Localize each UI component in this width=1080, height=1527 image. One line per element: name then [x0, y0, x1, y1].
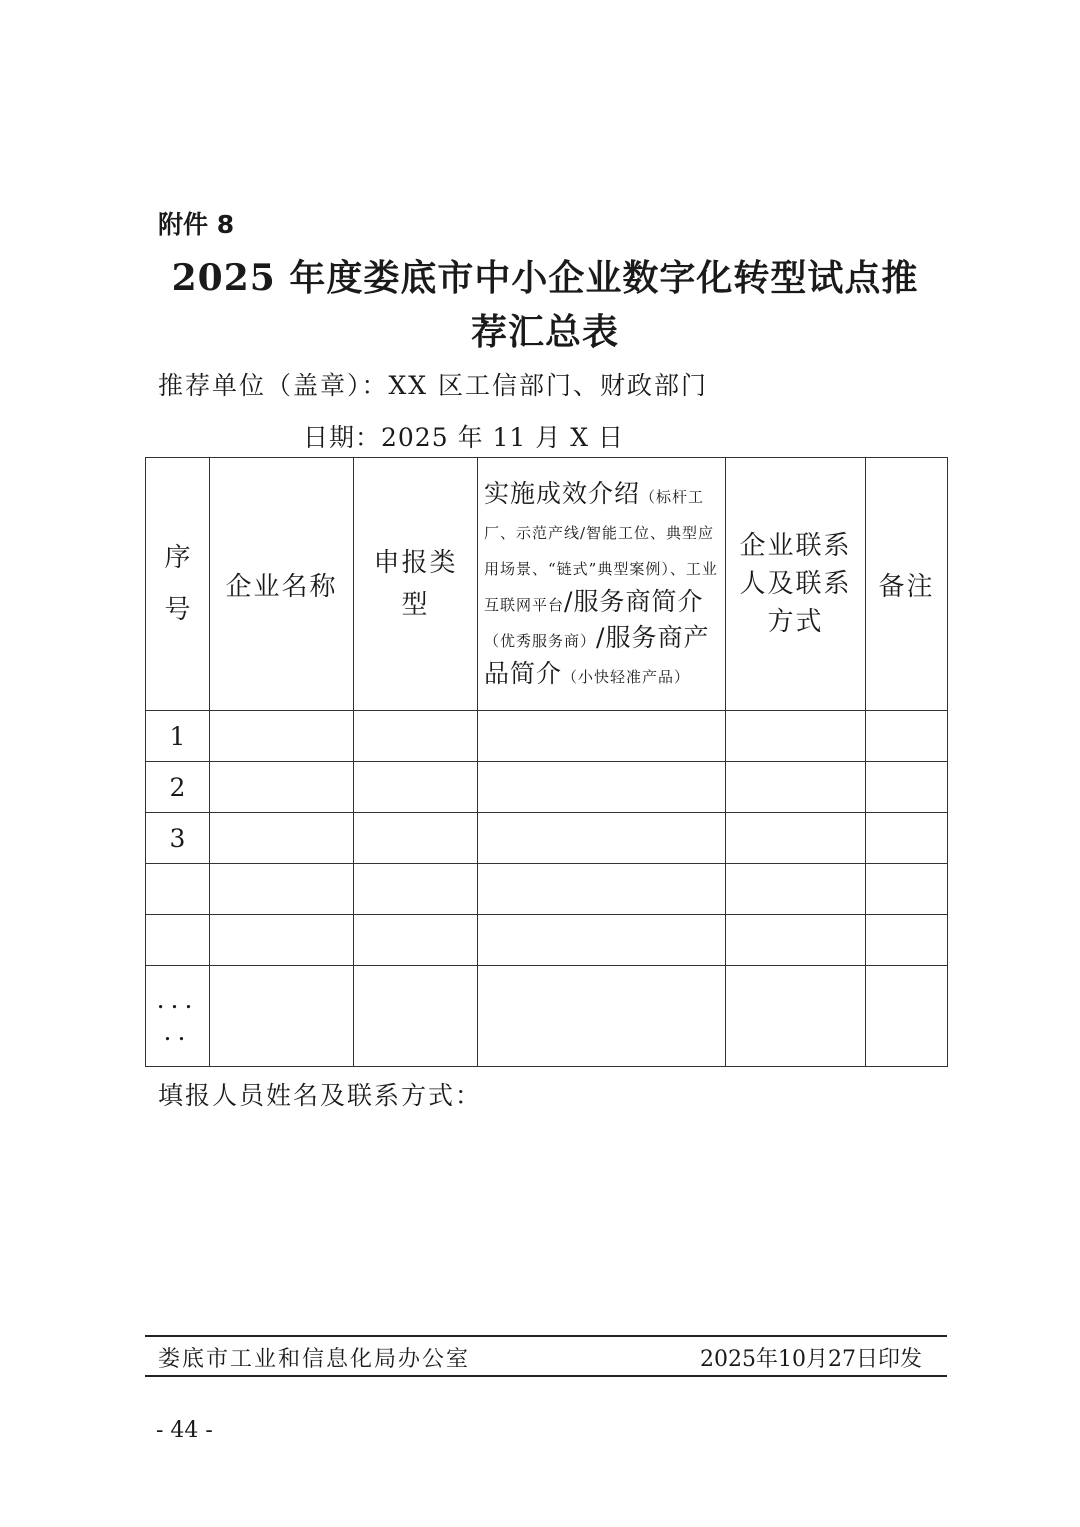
row-seq: 3 — [146, 813, 210, 864]
table-row — [146, 762, 948, 813]
table-header-row — [146, 458, 948, 711]
table-row — [146, 915, 948, 966]
page-title-continued: 荐汇总表 — [470, 311, 619, 353]
cell-intro[interactable] — [478, 966, 726, 1067]
ellipsis-line: ... — [156, 985, 199, 1014]
cell-type[interactable] — [354, 864, 478, 915]
header-type-line: 申报类 — [373, 548, 458, 578]
table-row — [146, 711, 948, 762]
header-contact-line: 方式 — [767, 607, 824, 637]
footer-office: 娄底市工业和信息化局办公室 — [158, 1347, 471, 1372]
cell-intro[interactable] — [478, 813, 726, 864]
row-seq — [146, 915, 210, 966]
table-row — [146, 813, 948, 864]
cell-company[interactable] — [210, 762, 354, 813]
header-seq-line: 号 — [164, 595, 191, 625]
cell-intro[interactable] — [478, 864, 726, 915]
cell-note[interactable] — [866, 864, 948, 915]
header-contact-line: 人及联系 — [739, 569, 852, 599]
header-contact-line: 企业联系 — [739, 531, 852, 561]
cell-intro[interactable] — [478, 711, 726, 762]
header-note: 备注 — [866, 458, 948, 711]
recommend-unit: 推荐单位（盖章）：XX 区工信部门、财政部门 — [158, 371, 709, 400]
header-contact — [726, 458, 866, 711]
cell-company[interactable] — [210, 915, 354, 966]
filler-contact-line: 填报人员姓名及联系方式： — [158, 1081, 483, 1110]
attachment-label: 附件 8 — [158, 210, 235, 239]
intro-main-text: 实施成效介绍 — [484, 479, 641, 508]
cell-company[interactable] — [210, 966, 354, 1067]
ellipsis-line: .. — [163, 1017, 192, 1046]
page-title: 2025 年度娄底市中小企业数字化转型试点推 — [171, 257, 919, 299]
cell-company[interactable] — [210, 864, 354, 915]
header-company-name: 企业名称 — [210, 458, 354, 711]
cell-company[interactable] — [210, 813, 354, 864]
cell-intro[interactable] — [478, 915, 726, 966]
intro-main-text: /服务商简介 — [564, 587, 704, 616]
cell-type[interactable] — [354, 813, 478, 864]
cell-type[interactable] — [354, 915, 478, 966]
cell-contact[interactable] — [726, 813, 866, 864]
intro-small-text: （标杆工厂、示范产线/智能工位、典型应用场景、“链式”典型案例）、工业互联网平台 — [484, 488, 718, 614]
cell-contact[interactable] — [726, 711, 866, 762]
cell-company[interactable] — [210, 711, 354, 762]
header-seq-line: 序 — [164, 543, 191, 573]
intro-small-text: （优秀服务商） — [484, 632, 597, 650]
cell-contact[interactable] — [726, 864, 866, 915]
cell-contact[interactable] — [726, 915, 866, 966]
intro-small-text: （小快轻准产品） — [562, 668, 691, 686]
header-implementation-intro — [478, 458, 726, 711]
cell-contact[interactable] — [726, 966, 866, 1067]
cell-note[interactable] — [866, 915, 948, 966]
cell-note[interactable] — [866, 813, 948, 864]
footer-rule-top — [145, 1335, 947, 1337]
table-row — [146, 966, 948, 1067]
cell-type[interactable] — [354, 762, 478, 813]
header-application-type — [354, 458, 478, 711]
cell-intro[interactable] — [478, 762, 726, 813]
cell-type[interactable] — [354, 711, 478, 762]
table-row — [146, 864, 948, 915]
cell-note[interactable] — [866, 966, 948, 1067]
cell-type[interactable] — [354, 966, 478, 1067]
cell-note[interactable] — [866, 762, 948, 813]
intro-main-text: /服务商产品简介 — [484, 623, 710, 688]
cell-note[interactable] — [866, 711, 948, 762]
row-seq-ellipsis — [146, 966, 210, 1067]
footer-issued-date: 2025年10月27日印发 — [700, 1347, 922, 1372]
header-type-line: 型 — [401, 590, 430, 620]
cell-contact[interactable] — [726, 762, 866, 813]
row-seq: 2 — [146, 762, 210, 813]
row-seq: 1 — [146, 711, 210, 762]
date-line: 日期：2025 年 11 月 X 日 — [303, 423, 624, 452]
page-number: - 44 - — [156, 1418, 213, 1443]
footer-rule-bottom — [145, 1375, 947, 1377]
row-seq — [146, 864, 210, 915]
header-seq — [146, 458, 210, 711]
summary-table — [145, 457, 948, 1067]
